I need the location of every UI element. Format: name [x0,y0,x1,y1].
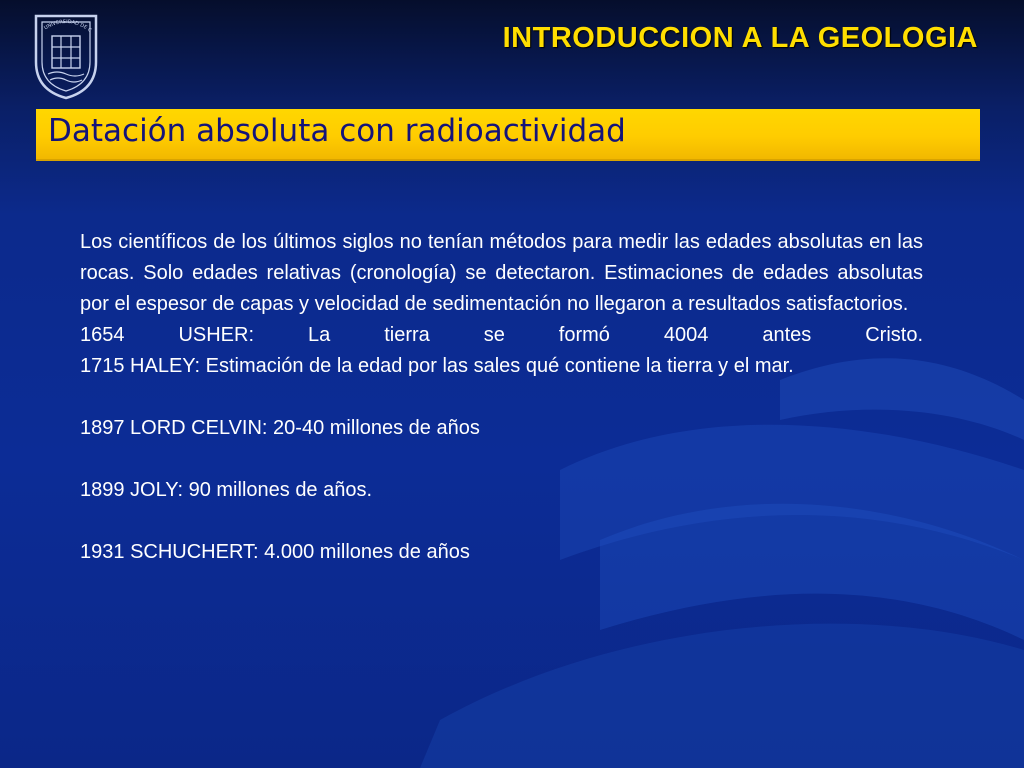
page-title: INTRODUCCION A LA GEOLOGIA [502,22,978,54]
slide-subtitle: Datación absoluta con radioactividad [48,113,626,149]
usher-text: : La tierra se formó 4004 antes Cristo. [248,324,923,346]
university-shield-seal-icon [30,10,102,100]
celvin-line: 1897 LORD CELVIN: 20-40 millones de años [80,417,480,439]
haley-text: : Estimación de la edad por las sales qué contiene la tierra y el mar. [194,355,794,377]
schuchert-label: SCHUCHERT [130,541,254,563]
spacer [80,506,923,537]
spacer [80,382,923,413]
usher-label: 1654 USHER [80,324,249,346]
intro-paragraph: Los científicos de los últimos siglos no tenían métodos para medir las edades absolutas en las rocas. Solo edades relativas (cronología) se detectaron. Estimaciones de edades absolutas por el espesor de capas y velocidad de sedimentación no llegaron a resultados satisfactorios. [80,231,923,315]
schuchert-year: 1931 [80,541,131,563]
subtitle-bar [36,109,980,161]
joly-line: 1899 JOLY: 90 millones de años. [80,479,373,501]
slide-body [80,227,923,568]
svg-text:UNIVERSIDAD DE CONCEPCION: UNIVERSIDAD DE C [43,18,93,34]
schuchert-line [80,537,923,568]
schuchert-text: : 4.000 millones de años [253,541,470,563]
spacer [80,444,923,475]
haley-label: 1715 HALEY [80,355,195,377]
usher-line [80,320,923,351]
haley-line [80,351,923,382]
